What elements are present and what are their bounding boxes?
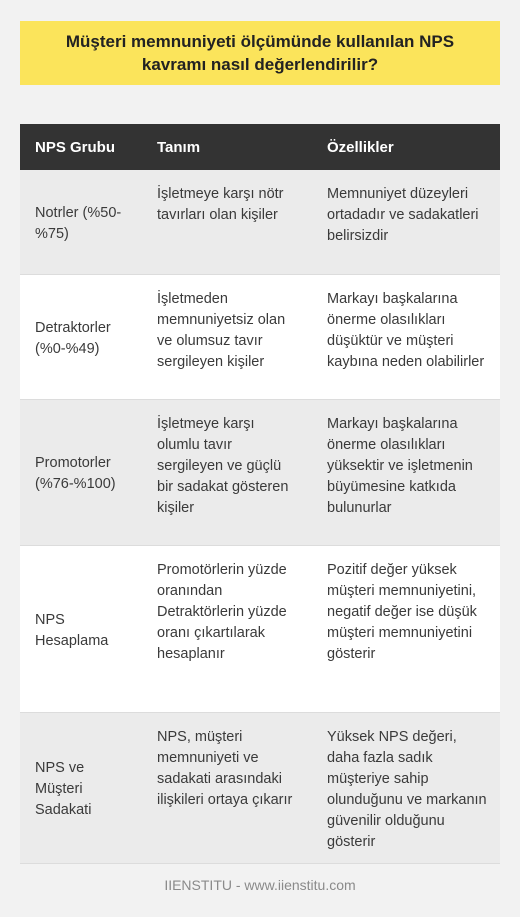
table-row <box>20 712 500 863</box>
cell-features: Yüksek NPS değeri, daha fazla sadık müşteriye sahip olunduğunu ve markanın güvenilir olduğunu gösterir <box>312 712 500 863</box>
cell-group: Promotorler (%76-%100) <box>20 399 142 545</box>
table-row <box>20 170 500 274</box>
cell-definition: İşletmeye karşı olumlu tavır sergileyen ve güçlü bir sadakat gösteren kişiler <box>142 399 312 545</box>
page-title: Müşteri memnuniyeti ölçümünde kullanılan NPS kavramı nasıl değerlendirilir? <box>20 21 500 85</box>
cell-definition: İşletmeye karşı nötr tavırları olan kişiler <box>142 170 312 274</box>
header-definition: Tanım <box>142 124 312 170</box>
footer-credit: IIENSTITU - www.iienstitu.com <box>164 877 356 893</box>
cell-definition: İşletmeden memnuniyetsiz olan ve olumsuz tavır sergileyen kişiler <box>142 274 312 399</box>
table-header-row <box>20 124 500 170</box>
cell-group: NPS Hesaplama <box>20 545 142 712</box>
cell-group: Detraktorler (%0-%49) <box>20 274 142 399</box>
cell-features: Markayı başkalarına önerme olasılıkları düşüktür ve müşteri kaybına neden olabilirler <box>312 274 500 399</box>
cell-features: Pozitif değer yüksek müşteri memnuniyetini, negatif değer ise düşük müşteri memnuniyetini gösterir <box>312 545 500 712</box>
nps-table <box>20 124 500 864</box>
cell-features: Markayı başkalarına önerme olasılıkları yüksektir ve işletmenin büyümesine katkıda bulunurlar <box>312 399 500 545</box>
header-nps-group: NPS Grubu <box>20 124 142 170</box>
cell-group: NPS ve Müşteri Sadakati <box>20 712 142 863</box>
cell-definition: Promotörlerin yüzde oranından Detraktörlerin yüzde oranı çıkartılarak hesaplanır <box>142 545 312 712</box>
table-row <box>20 545 500 712</box>
cell-features: Memnuniyet düzeyleri ortadadır ve sadakatleri belirsizdir <box>312 170 500 274</box>
header-features: Özellikler <box>312 124 500 170</box>
table-row <box>20 399 500 545</box>
cell-group: Notrler (%50-%75) <box>20 170 142 274</box>
nps-table-container <box>20 124 500 864</box>
table-row <box>20 274 500 399</box>
cell-definition: NPS, müşteri memnuniyeti ve sadakati arasındaki ilişkileri ortaya çıkarır <box>142 712 312 863</box>
